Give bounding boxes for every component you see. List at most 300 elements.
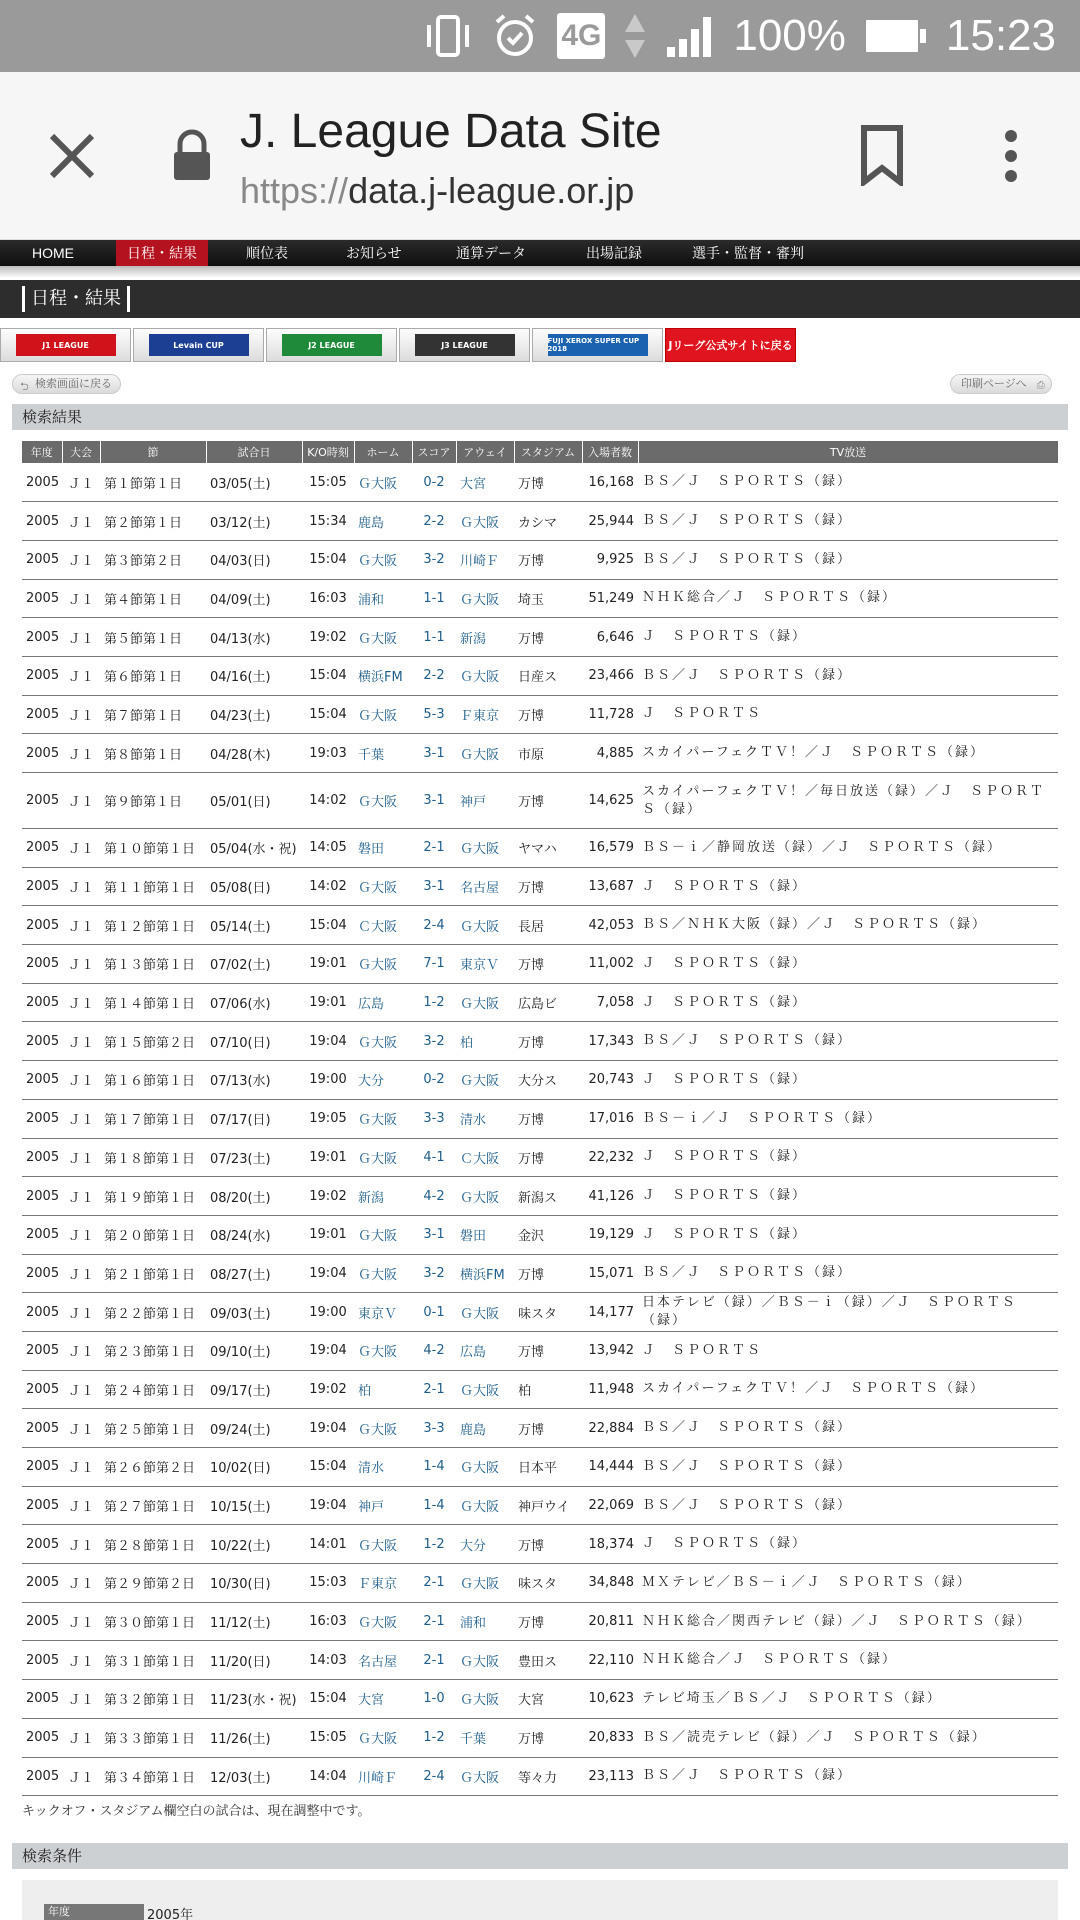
cell-tv: ＢＳ／Ｊ ＳＰＯＲＴＳ（録） <box>638 1486 1058 1525</box>
cell-attendance: 14,444 <box>582 1448 638 1487</box>
cell-away-team[interactable]: 柏 <box>456 1022 514 1061</box>
cell-score[interactable]: 4-1 <box>412 1138 456 1177</box>
cell-attendance: 20,833 <box>582 1718 638 1757</box>
cell-date: 08/24(水) <box>206 1215 302 1254</box>
cell-kickoff: 19:01 <box>302 1215 354 1254</box>
table-row <box>22 1331 1058 1370</box>
cell-attendance: 42,053 <box>582 906 638 945</box>
cell-home-team[interactable]: Ｇ大阪 <box>354 1331 412 1370</box>
cell-tv: Ｊ ＳＰＯＲＴＳ（録） <box>638 1215 1058 1254</box>
table-row <box>22 945 1058 984</box>
cell-stadium: 埼玉 <box>514 579 582 618</box>
cell-date: 03/05(土) <box>206 463 302 502</box>
cell-stadium: 万博 <box>514 1718 582 1757</box>
nav-standings[interactable]: 順位表 <box>246 245 288 261</box>
cell-attendance: 20,743 <box>582 1061 638 1100</box>
cell-stadium: 大分ス <box>514 1061 582 1100</box>
cell-year: 2005 <box>22 1061 62 1100</box>
table-row <box>22 1177 1058 1216</box>
cell-score[interactable]: 3-3 <box>412 1099 456 1138</box>
cell-round: 第２６節第２日 <box>100 1448 206 1487</box>
conditions-header: 検索条件 <box>12 1843 1068 1869</box>
league-button-j1[interactable] <box>0 328 131 362</box>
cell-home-team[interactable]: 神戸 <box>354 1486 412 1525</box>
cell-stadium: 万博 <box>514 463 582 502</box>
condition-value: 2005年 <box>147 1908 194 1920</box>
page-title: J. League Data Site <box>240 105 662 158</box>
cell-tv: ＢＳ／Ｊ ＳＰＯＲＴＳ（録） <box>638 1254 1058 1293</box>
cell-competition: Ｊ１ <box>62 945 100 984</box>
cell-home-team[interactable]: Ｇ大阪 <box>354 463 412 502</box>
col-date: 試合日 <box>206 441 302 463</box>
cell-score[interactable]: 1-4 <box>412 1448 456 1487</box>
section-title: 日程・結果 <box>22 286 130 312</box>
cell-competition: Ｊ１ <box>62 1680 100 1719</box>
col-attendance: 入場者数 <box>582 441 638 463</box>
cell-date: 10/02(日) <box>206 1448 302 1487</box>
cell-home-team[interactable]: Ｇ大阪 <box>354 1409 412 1448</box>
cell-year: 2005 <box>22 1680 62 1719</box>
cell-home-team[interactable]: 千葉 <box>354 734 412 773</box>
cell-attendance: 11,002 <box>582 945 638 984</box>
cell-round: 第１９節第１日 <box>100 1177 206 1216</box>
cell-stadium: 万博 <box>514 1138 582 1177</box>
cell-home-team[interactable]: Ｇ大阪 <box>354 540 412 579</box>
cell-away-team[interactable]: Ｇ大阪 <box>456 579 514 618</box>
cell-year: 2005 <box>22 540 62 579</box>
cell-year: 2005 <box>22 1331 62 1370</box>
nav-news[interactable]: お知らせ <box>346 245 402 261</box>
battery-percent: 100% <box>733 11 846 60</box>
cell-round: 第２８節第１日 <box>100 1525 206 1564</box>
cell-tv: ＢＳ／Ｊ ＳＰＯＲＴＳ（録） <box>638 1022 1058 1061</box>
cell-score[interactable]: 3-2 <box>412 1022 456 1061</box>
cell-year: 2005 <box>22 1022 62 1061</box>
cell-home-team[interactable]: Ｇ大阪 <box>354 1099 412 1138</box>
table-row <box>22 829 1058 868</box>
cell-year: 2005 <box>22 1099 62 1138</box>
cell-score[interactable]: 1-1 <box>412 579 456 618</box>
cell-stadium: 市原 <box>514 734 582 773</box>
cell-score[interactable]: 0-1 <box>412 1293 456 1332</box>
cell-stadium: 等々力 <box>514 1757 582 1796</box>
cell-kickoff: 19:05 <box>302 1099 354 1138</box>
cell-kickoff: 14:04 <box>302 1757 354 1796</box>
cell-stadium: 万博 <box>514 867 582 906</box>
cell-away-team[interactable]: Ｇ大阪 <box>456 656 514 695</box>
return-arrow-icon: ⮌ <box>20 380 29 393</box>
cell-competition: Ｊ１ <box>62 773 100 829</box>
cell-away-team[interactable]: 浦和 <box>456 1602 514 1641</box>
conditions-box <box>22 1880 1058 1920</box>
cell-score[interactable]: 2-1 <box>412 829 456 868</box>
cell-score[interactable]: 3-3 <box>412 1409 456 1448</box>
cell-kickoff: 19:04 <box>302 1486 354 1525</box>
cell-home-team[interactable]: Ｇ大阪 <box>354 1718 412 1757</box>
cell-tv: Ｊ ＳＰＯＲＴＳ（録） <box>638 1138 1058 1177</box>
cell-year: 2005 <box>22 734 62 773</box>
cell-score[interactable]: 4-2 <box>412 1331 456 1370</box>
table-row <box>22 1061 1058 1100</box>
cell-stadium: 日産ス <box>514 656 582 695</box>
cell-date: 09/03(土) <box>206 1293 302 1332</box>
cell-score[interactable]: 2-1 <box>412 1564 456 1603</box>
league-name: J1 LEAGUE <box>16 334 116 356</box>
cell-kickoff: 19:01 <box>302 945 354 984</box>
cell-away-team[interactable]: 千葉 <box>456 1718 514 1757</box>
cell-score[interactable]: 3-1 <box>412 734 456 773</box>
cell-tv: ＢＳ／Ｊ ＳＰＯＲＴＳ（録） <box>638 463 1058 502</box>
cell-away-team[interactable]: Ｇ大阪 <box>456 1293 514 1332</box>
col-kickoff: K/O時刻 <box>302 441 354 463</box>
cell-home-team[interactable]: 大宮 <box>354 1680 412 1719</box>
col-home: ホーム <box>354 441 412 463</box>
cell-score[interactable]: 2-2 <box>412 502 456 541</box>
cell-date: 05/04(水・祝) <box>206 829 302 868</box>
col-tv: TV放送 <box>638 441 1058 463</box>
cell-away-team[interactable]: 横浜FM <box>456 1254 514 1293</box>
cell-home-team[interactable]: 川崎Ｆ <box>354 1757 412 1796</box>
cell-date: 04/28(木) <box>206 734 302 773</box>
cell-away-team[interactable]: 神戸 <box>456 773 514 829</box>
cell-year: 2005 <box>22 1486 62 1525</box>
cell-away-team[interactable]: Ｇ大阪 <box>456 906 514 945</box>
cell-away-team[interactable]: Ｃ大阪 <box>456 1138 514 1177</box>
url-bar[interactable] <box>240 170 634 212</box>
cell-away-team[interactable]: Ｇ大阪 <box>456 1370 514 1409</box>
cell-score[interactable]: 3-1 <box>412 773 456 829</box>
section-banner <box>0 280 1080 318</box>
league-name: J2 LEAGUE <box>282 334 382 356</box>
cell-year: 2005 <box>22 502 62 541</box>
cell-home-team[interactable]: 大分 <box>354 1061 412 1100</box>
cell-home-team[interactable]: Ｇ大阪 <box>354 1525 412 1564</box>
nav-totals[interactable]: 通算データ <box>456 245 526 261</box>
cell-score[interactable]: 1-2 <box>412 1525 456 1564</box>
cell-away-team[interactable]: 大分 <box>456 1525 514 1564</box>
cell-tv: ＢＳ／Ｊ ＳＰＯＲＴＳ（録） <box>638 1448 1058 1487</box>
cell-attendance: 4,885 <box>582 734 638 773</box>
cell-tv: Ｊ ＳＰＯＲＴＳ（録） <box>638 867 1058 906</box>
cell-year: 2005 <box>22 867 62 906</box>
cell-competition: Ｊ１ <box>62 695 100 734</box>
cell-year: 2005 <box>22 1448 62 1487</box>
nav-players[interactable]: 選手・監督・審判 <box>692 245 804 261</box>
cell-round: 第７節第１日 <box>100 695 206 734</box>
cell-home-team[interactable]: 鹿島 <box>354 502 412 541</box>
cell-kickoff: 19:02 <box>302 1177 354 1216</box>
cell-stadium: 万博 <box>514 695 582 734</box>
cell-away-team[interactable]: 鹿島 <box>456 1409 514 1448</box>
cell-date: 10/22(土) <box>206 1525 302 1564</box>
cell-year: 2005 <box>22 618 62 657</box>
cell-home-team[interactable]: Ｇ大阪 <box>354 618 412 657</box>
cell-score[interactable]: 1-0 <box>412 1680 456 1719</box>
cell-kickoff: 15:04 <box>302 1448 354 1487</box>
cell-kickoff: 19:04 <box>302 1409 354 1448</box>
cell-home-team[interactable]: 浦和 <box>354 579 412 618</box>
cell-home-team[interactable]: Ｇ大阪 <box>354 945 412 984</box>
cell-stadium: 神戸ウイ <box>514 1486 582 1525</box>
league-button-super-cup[interactable] <box>532 328 663 362</box>
cell-stadium: 万博 <box>514 945 582 984</box>
cell-home-team[interactable]: 広島 <box>354 983 412 1022</box>
cell-competition: Ｊ１ <box>62 1718 100 1757</box>
cell-score[interactable]: 1-4 <box>412 1486 456 1525</box>
close-icon[interactable] <box>44 128 100 184</box>
cell-home-team[interactable]: Ｇ大阪 <box>354 1602 412 1641</box>
cell-attendance: 16,168 <box>582 463 638 502</box>
cell-home-team[interactable]: 柏 <box>354 1370 412 1409</box>
cell-stadium: 金沢 <box>514 1215 582 1254</box>
cell-round: 第１２節第１日 <box>100 906 206 945</box>
cell-stadium: 万博 <box>514 1254 582 1293</box>
cell-attendance: 18,374 <box>582 1525 638 1564</box>
cell-competition: Ｊ１ <box>62 1486 100 1525</box>
cell-kickoff: 16:03 <box>302 1602 354 1641</box>
cell-stadium: ヤマハ <box>514 829 582 868</box>
cell-date: 04/13(水) <box>206 618 302 657</box>
cell-stadium: 万博 <box>514 1022 582 1061</box>
cell-tv: Ｊ ＳＰＯＲＴＳ（録） <box>638 945 1058 984</box>
table-row <box>22 1718 1058 1757</box>
table-row <box>22 1448 1058 1487</box>
cell-competition: Ｊ１ <box>62 1409 100 1448</box>
cell-competition: Ｊ１ <box>62 1022 100 1061</box>
print-icon: ⎙ <box>1036 380 1045 391</box>
cell-home-team[interactable]: Ｃ大阪 <box>354 906 412 945</box>
league-button-j3[interactable] <box>399 328 530 362</box>
league-button-j2[interactable] <box>266 328 397 362</box>
cell-round: 第３１節第１日 <box>100 1641 206 1680</box>
cell-kickoff: 19:04 <box>302 1022 354 1061</box>
cell-away-team[interactable]: 川崎Ｆ <box>456 540 514 579</box>
table-row <box>22 1602 1058 1641</box>
network-type-indicator: 4G <box>557 13 605 59</box>
cell-away-team[interactable]: Ｇ大阪 <box>456 1680 514 1719</box>
bookmark-icon[interactable] <box>858 124 906 186</box>
cell-stadium: 豊田ス <box>514 1641 582 1680</box>
cell-away-team[interactable]: 新潟 <box>456 618 514 657</box>
cell-kickoff: 15:04 <box>302 906 354 945</box>
cell-home-team[interactable]: Ｇ大阪 <box>354 1138 412 1177</box>
cell-tv: ＢＳ／Ｊ ＳＰＯＲＴＳ（録） <box>638 656 1058 695</box>
cell-away-team[interactable]: Ｇ大阪 <box>456 1641 514 1680</box>
cell-away-team[interactable]: Ｇ大阪 <box>456 1061 514 1100</box>
cell-tv: Ｊ ＳＰＯＲＴＳ（録） <box>638 618 1058 657</box>
cell-away-team[interactable]: 大宮 <box>456 463 514 502</box>
cell-round: 第１７節第１日 <box>100 1099 206 1138</box>
cell-round: 第２７節第１日 <box>100 1486 206 1525</box>
cell-home-team[interactable]: Ｇ大阪 <box>354 695 412 734</box>
table-header-row <box>22 441 1058 463</box>
cell-home-team[interactable]: 磐田 <box>354 829 412 868</box>
cell-attendance: 23,466 <box>582 656 638 695</box>
cell-stadium: 日本平 <box>514 1448 582 1487</box>
cell-home-team[interactable]: 横浜FM <box>354 656 412 695</box>
cell-away-team[interactable]: 広島 <box>456 1331 514 1370</box>
cell-score[interactable]: 3-1 <box>412 1215 456 1254</box>
cell-score[interactable]: 0-2 <box>412 1061 456 1100</box>
cell-year: 2005 <box>22 773 62 829</box>
cell-home-team[interactable]: 東京Ｖ <box>354 1293 412 1332</box>
cell-round: 第２４節第１日 <box>100 1370 206 1409</box>
cell-kickoff: 19:01 <box>302 1138 354 1177</box>
cell-year: 2005 <box>22 1177 62 1216</box>
cell-kickoff: 14:05 <box>302 829 354 868</box>
table-row <box>22 906 1058 945</box>
cell-away-team[interactable]: Ｇ大阪 <box>456 1564 514 1603</box>
cell-date: 04/16(土) <box>206 656 302 695</box>
cell-stadium: 柏 <box>514 1370 582 1409</box>
cell-score[interactable]: 7-1 <box>412 945 456 984</box>
nav-home[interactable]: HOME <box>32 245 74 261</box>
cell-year: 2005 <box>22 1718 62 1757</box>
cell-away-team[interactable]: 磐田 <box>456 1215 514 1254</box>
cell-score[interactable]: 2-4 <box>412 1757 456 1796</box>
cell-away-team[interactable]: 名古屋 <box>456 867 514 906</box>
cell-date: 09/10(土) <box>206 1331 302 1370</box>
cell-attendance: 17,343 <box>582 1022 638 1061</box>
cell-stadium: 万博 <box>514 1331 582 1370</box>
nav-appearances[interactable]: 出場記録 <box>586 245 642 261</box>
cell-home-team[interactable]: 名古屋 <box>354 1641 412 1680</box>
nav-schedule-results[interactable]: 日程・結果 <box>116 240 208 266</box>
cell-date: 07/10(日) <box>206 1022 302 1061</box>
cell-tv: Ｊ ＳＰＯＲＴＳ <box>638 1331 1058 1370</box>
cell-kickoff: 15:04 <box>302 1680 354 1719</box>
back-to-search-button[interactable] <box>12 374 121 394</box>
cell-year: 2005 <box>22 579 62 618</box>
cell-year: 2005 <box>22 945 62 984</box>
cell-away-team[interactable]: 東京Ｖ <box>456 945 514 984</box>
cell-tv: ＢＳ／Ｊ ＳＰＯＲＴＳ（録） <box>638 1409 1058 1448</box>
cell-home-team[interactable]: Ｆ東京 <box>354 1564 412 1603</box>
official-site-back-button[interactable]: Jリーグ公式サイトに戻る <box>665 328 796 362</box>
table-row <box>22 1409 1058 1448</box>
cell-home-team[interactable]: Ｇ大阪 <box>354 867 412 906</box>
cell-competition: Ｊ１ <box>62 1331 100 1370</box>
cell-score[interactable]: 1-2 <box>412 983 456 1022</box>
site-nav <box>0 240 1080 266</box>
table-row <box>22 540 1058 579</box>
cell-tv: ＢＳ／Ｊ ＳＰＯＲＴＳ（録） <box>638 502 1058 541</box>
cell-away-team[interactable]: Ｇ大阪 <box>456 1177 514 1216</box>
cell-date: 08/20(土) <box>206 1177 302 1216</box>
cell-stadium: 万博 <box>514 773 582 829</box>
cell-score[interactable]: 3-2 <box>412 1254 456 1293</box>
cell-score[interactable]: 2-4 <box>412 906 456 945</box>
cell-competition: Ｊ１ <box>62 1215 100 1254</box>
cell-round: 第１３節第１日 <box>100 945 206 984</box>
more-options-icon[interactable] <box>1000 128 1022 184</box>
cell-year: 2005 <box>22 1409 62 1448</box>
cell-home-team[interactable]: Ｇ大阪 <box>354 1215 412 1254</box>
cell-tv: Ｊ ＳＰＯＲＴＳ（録） <box>638 1177 1058 1216</box>
cell-score[interactable]: 4-2 <box>412 1177 456 1216</box>
cell-home-team[interactable]: Ｇ大阪 <box>354 773 412 829</box>
battery-icon <box>864 16 928 56</box>
col-competition: 大会 <box>62 441 100 463</box>
table-row <box>22 867 1058 906</box>
cell-score[interactable]: 2-1 <box>412 1370 456 1409</box>
cell-away-team[interactable]: Ｇ大阪 <box>456 1486 514 1525</box>
cell-kickoff: 19:04 <box>302 1254 354 1293</box>
cell-tv: スカイパーフェクＴＶ！／Ｊ ＳＰＯＲＴＳ（録） <box>638 734 1058 773</box>
cell-stadium: 万博 <box>514 1409 582 1448</box>
cell-competition: Ｊ１ <box>62 983 100 1022</box>
cell-home-team[interactable]: 新潟 <box>354 1177 412 1216</box>
cell-date: 07/06(水) <box>206 983 302 1022</box>
cell-competition: Ｊ１ <box>62 829 100 868</box>
cell-home-team[interactable]: Ｇ大阪 <box>354 1254 412 1293</box>
cell-score[interactable]: 3-1 <box>412 867 456 906</box>
cell-score[interactable]: 3-2 <box>412 540 456 579</box>
results-header: 検索結果 <box>12 404 1068 430</box>
cell-tv: ＢＳ－ｉ／静岡放送（録）／Ｊ ＳＰＯＲＴＳ（録） <box>638 829 1058 868</box>
cell-home-team[interactable]: Ｇ大阪 <box>354 1022 412 1061</box>
cell-away-team[interactable]: Ｇ大阪 <box>456 829 514 868</box>
table-row <box>22 1757 1058 1796</box>
cell-score[interactable]: 1-2 <box>412 1718 456 1757</box>
cell-year: 2005 <box>22 463 62 502</box>
cell-score[interactable]: 2-1 <box>412 1641 456 1680</box>
print-page-button[interactable] <box>950 374 1052 394</box>
cell-away-team[interactable]: Ｇ大阪 <box>456 734 514 773</box>
cell-score[interactable]: 2-1 <box>412 1602 456 1641</box>
cell-attendance: 34,848 <box>582 1564 638 1603</box>
cell-score[interactable]: 0-2 <box>412 463 456 502</box>
cell-round: 第３４節第１日 <box>100 1757 206 1796</box>
table-row <box>22 734 1058 773</box>
cell-stadium: 万博 <box>514 1525 582 1564</box>
cell-away-team[interactable]: Ｇ大阪 <box>456 1757 514 1796</box>
league-button-levain[interactable] <box>133 328 264 362</box>
cell-competition: Ｊ１ <box>62 1602 100 1641</box>
cell-attendance: 25,944 <box>582 502 638 541</box>
cell-tv: Ｊ ＳＰＯＲＴＳ <box>638 695 1058 734</box>
table-row <box>22 695 1058 734</box>
col-stadium: スタジアム <box>514 441 582 463</box>
cell-away-team[interactable]: Ｇ大阪 <box>456 502 514 541</box>
cell-attendance: 41,126 <box>582 1177 638 1216</box>
cell-away-team[interactable]: 清水 <box>456 1099 514 1138</box>
cell-away-team[interactable]: Ｆ東京 <box>456 695 514 734</box>
cell-date: 07/23(土) <box>206 1138 302 1177</box>
cell-year: 2005 <box>22 906 62 945</box>
cell-date: 05/08(日) <box>206 867 302 906</box>
cell-year: 2005 <box>22 983 62 1022</box>
cell-away-team[interactable]: Ｇ大阪 <box>456 983 514 1022</box>
cell-score[interactable]: 1-1 <box>412 618 456 657</box>
cell-tv: ＢＳ／読売テレビ（録）／Ｊ ＳＰＯＲＴＳ（録） <box>638 1718 1058 1757</box>
vibrate-icon <box>423 13 473 59</box>
table-row <box>22 1099 1058 1138</box>
table-row <box>22 463 1058 502</box>
cell-home-team[interactable]: 清水 <box>354 1448 412 1487</box>
cell-score[interactable]: 5-3 <box>412 695 456 734</box>
cell-date: 09/17(土) <box>206 1370 302 1409</box>
cell-attendance: 10,623 <box>582 1680 638 1719</box>
cell-away-team[interactable]: Ｇ大阪 <box>456 1448 514 1487</box>
cell-score[interactable]: 2-2 <box>412 656 456 695</box>
cell-stadium: 味スタ <box>514 1564 582 1603</box>
cell-competition: Ｊ１ <box>62 1757 100 1796</box>
data-arrows-icon <box>623 12 647 60</box>
table-row <box>22 1138 1058 1177</box>
col-year: 年度 <box>22 441 62 463</box>
cell-date: 10/15(土) <box>206 1486 302 1525</box>
